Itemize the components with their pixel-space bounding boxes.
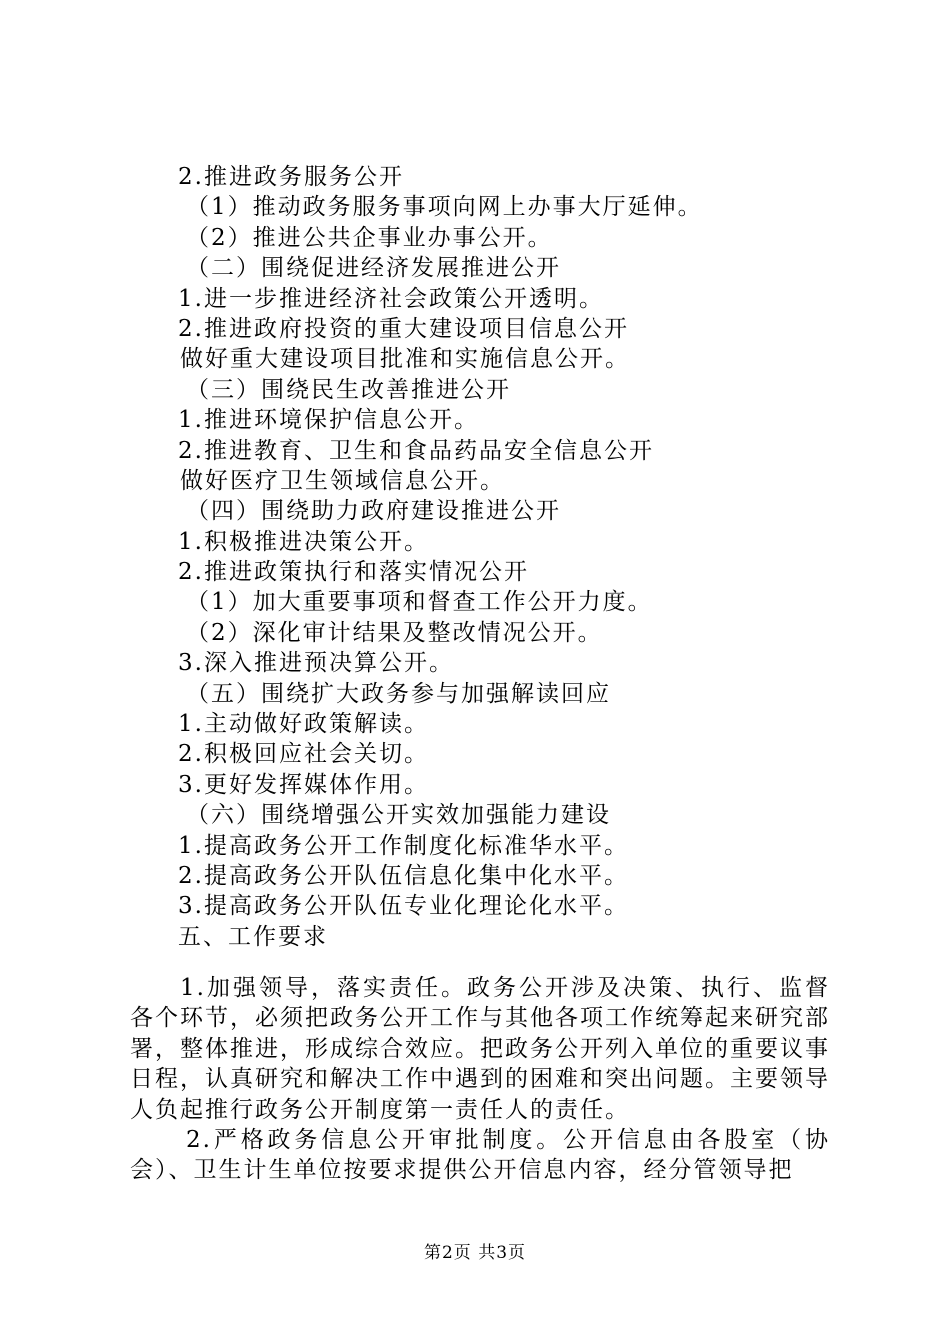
body-paragraph: 2.严格政务信息公开审批制度。公开信息由各股室（协会）、卫生计生单位按要求提供公开信息内容，经分管领导把 [130,1127,830,1184]
outline-line: 2.推进政务服务公开 [178,164,404,190]
outline-line: 1.进一步推进经济社会政策公开透明。 [178,285,604,312]
section-heading: （五）围绕扩大政务参与加强解读回应 [186,680,611,707]
outline-line: 2.积极回应社会关切。 [178,741,429,768]
outline-line: 2.推进教育、卫生和食品药品安全信息公开 [178,437,654,464]
page-footer: 第2页 共3页 [423,1243,527,1263]
outline-line: 3.提高政务公开队伍专业化理论化水平。 [178,893,629,920]
outline-line: 做好医疗卫生领域信息公开。 [180,467,505,494]
outline-line: （1）加大重要事项和督查工作公开力度。 [186,589,653,616]
outline-line: （1）推动政务服务事项向网上办事大厅延伸。 [186,194,703,221]
outline-line: 2.推进政策执行和落实情况公开 [178,559,529,586]
section-heading: （三）围绕民生改善推进公开 [186,376,511,403]
outline-line: 1.推进环境保护信息公开。 [178,407,479,434]
section-heading: （四）围绕助力政府建设推进公开 [186,498,561,525]
outline-line: 2.推进政府投资的重大建设项目信息公开 [178,315,629,342]
outline-line: 1.积极推进决策公开。 [178,528,429,555]
outline-line: 3.更好发挥媒体作用。 [178,771,429,798]
outline-line: 做好重大建设项目批准和实施信息公开。 [180,346,630,373]
outline-line: 2.提高政务公开队伍信息化集中化水平。 [178,862,629,889]
outline-line: 1.提高政务公开工作制度化标准华水平。 [178,832,629,859]
body-paragraph: 1.加强领导，落实责任。政务公开涉及决策、执行、监督各个环节，必须把政务公开工作与其他各项工作统筹起来研究部署，整体推进，形成综合效应。把政务公开列入单位的重要议事日程，认真研究和解决工作中遇到的困难和突出问题。主要领导人负起推行政务公开制度第一责任人的责任。 [130,975,830,1123]
section-heading: （二）围绕促进经济发展推进公开 [186,255,561,282]
outline-list [0,162,950,952]
outline-line: （2）推进公共企事业办事公开。 [186,224,553,251]
outline-line: 1.主动做好政策解读。 [178,711,429,738]
outline-line: 3.深入推进预决算公开。 [178,650,454,677]
chapter-heading: 五、工作要求 [178,923,328,950]
outline-line: （2）深化审计结果及整改情况公开。 [186,619,603,646]
section-heading: （六）围绕增强公开实效加强能力建设 [186,802,611,829]
